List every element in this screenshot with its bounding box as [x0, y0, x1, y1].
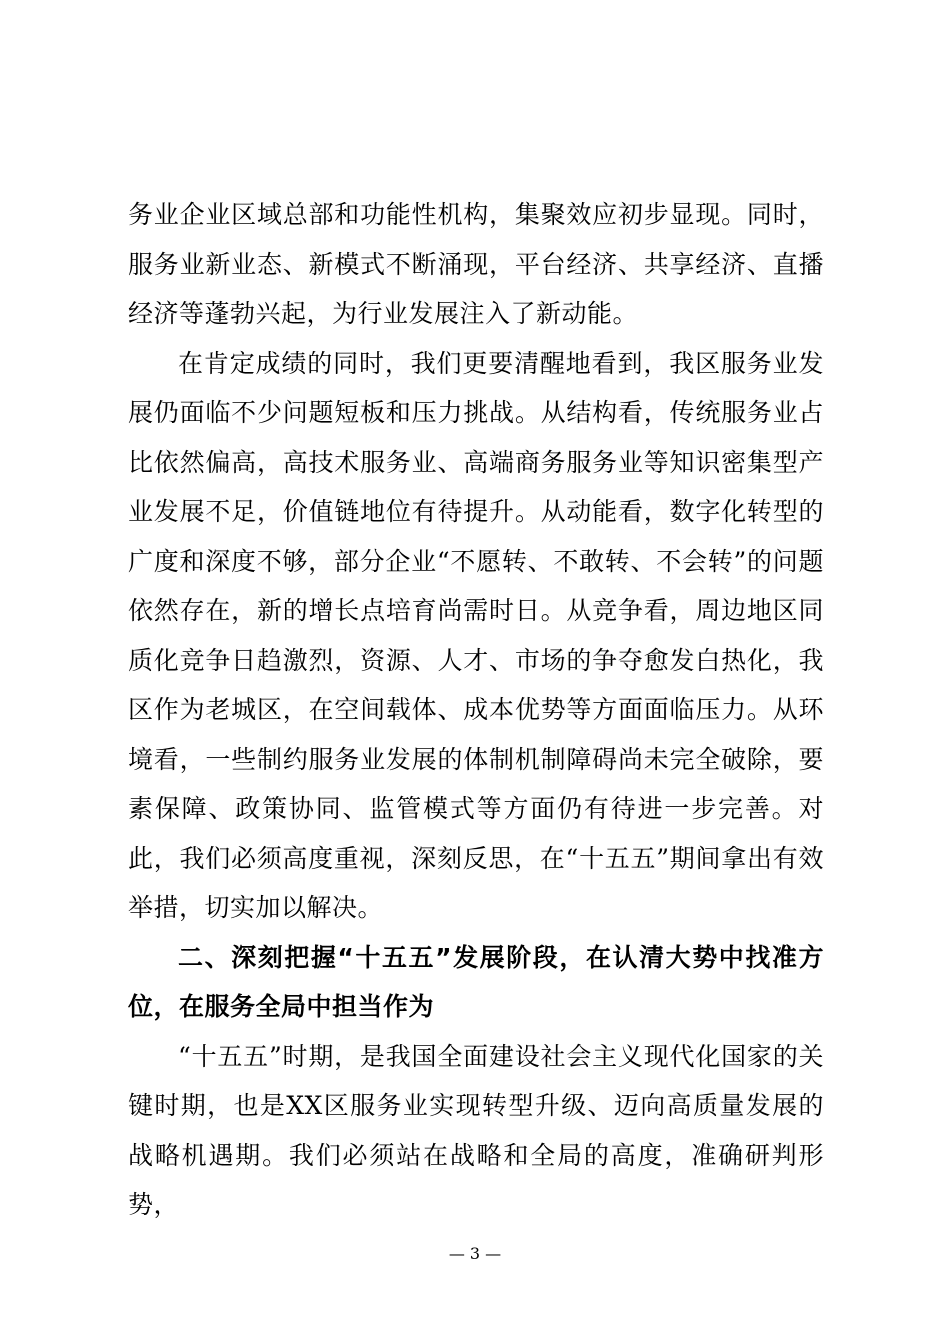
section-heading: 二、深刻把握“十五五”发展阶段，在认清大势中找准方位，在服务全局中担当作为 — [128, 942, 824, 1021]
paragraph-challenges: 在肯定成绩的同时，我们更要清醒地看到，我区服务业发展仍面临不少问题短板和压力挑战。从结构看，传统服务业占比依然偏高，高技术服务业、高端商务服务业等知识密集型产业发展不足，价值链地位有待提升。从动能看，数字化转型的广度和深度不够，部分企业“不愿转、不敢转、不会转”的问题依然存在，新的增长点培育尚需时日。从竞争看，周边地区同质化竞争日趋激烈，资源、人才、市场的争夺愈发白热化，我区作为老城区，在空间载体、成本优势等方面面临压力。从环境看，一些制约服务业发展的体制机制障碍尚未完全破除，要素保障、政策协同、监管模式等方面仍有待进一步完善。对此，我们必须高度重视，深刻反思，在“十五五”期间拿出有效举措，切实加以解决。 — [128, 348, 824, 922]
page-number: — 3 — — [448, 1244, 502, 1263]
paragraph-period-intro: “十五五”时期，是我国全面建设社会主义现代化国家的关键时期，也是XX区服务业实现转型升级、迈向高质量发展的战略机遇期。我们必须站在战略和全局的高度，准确研判形势， — [128, 1041, 824, 1219]
document-body — [128, 190, 824, 1230]
paragraph-continuation: 务业企业区域总部和功能性机构，集聚效应初步显现。同时，服务业新业态、新模式不断涌现，平台经济、共享经济、直播经济等蓬勃兴起，为行业发展注入了新动能。 — [128, 200, 824, 328]
